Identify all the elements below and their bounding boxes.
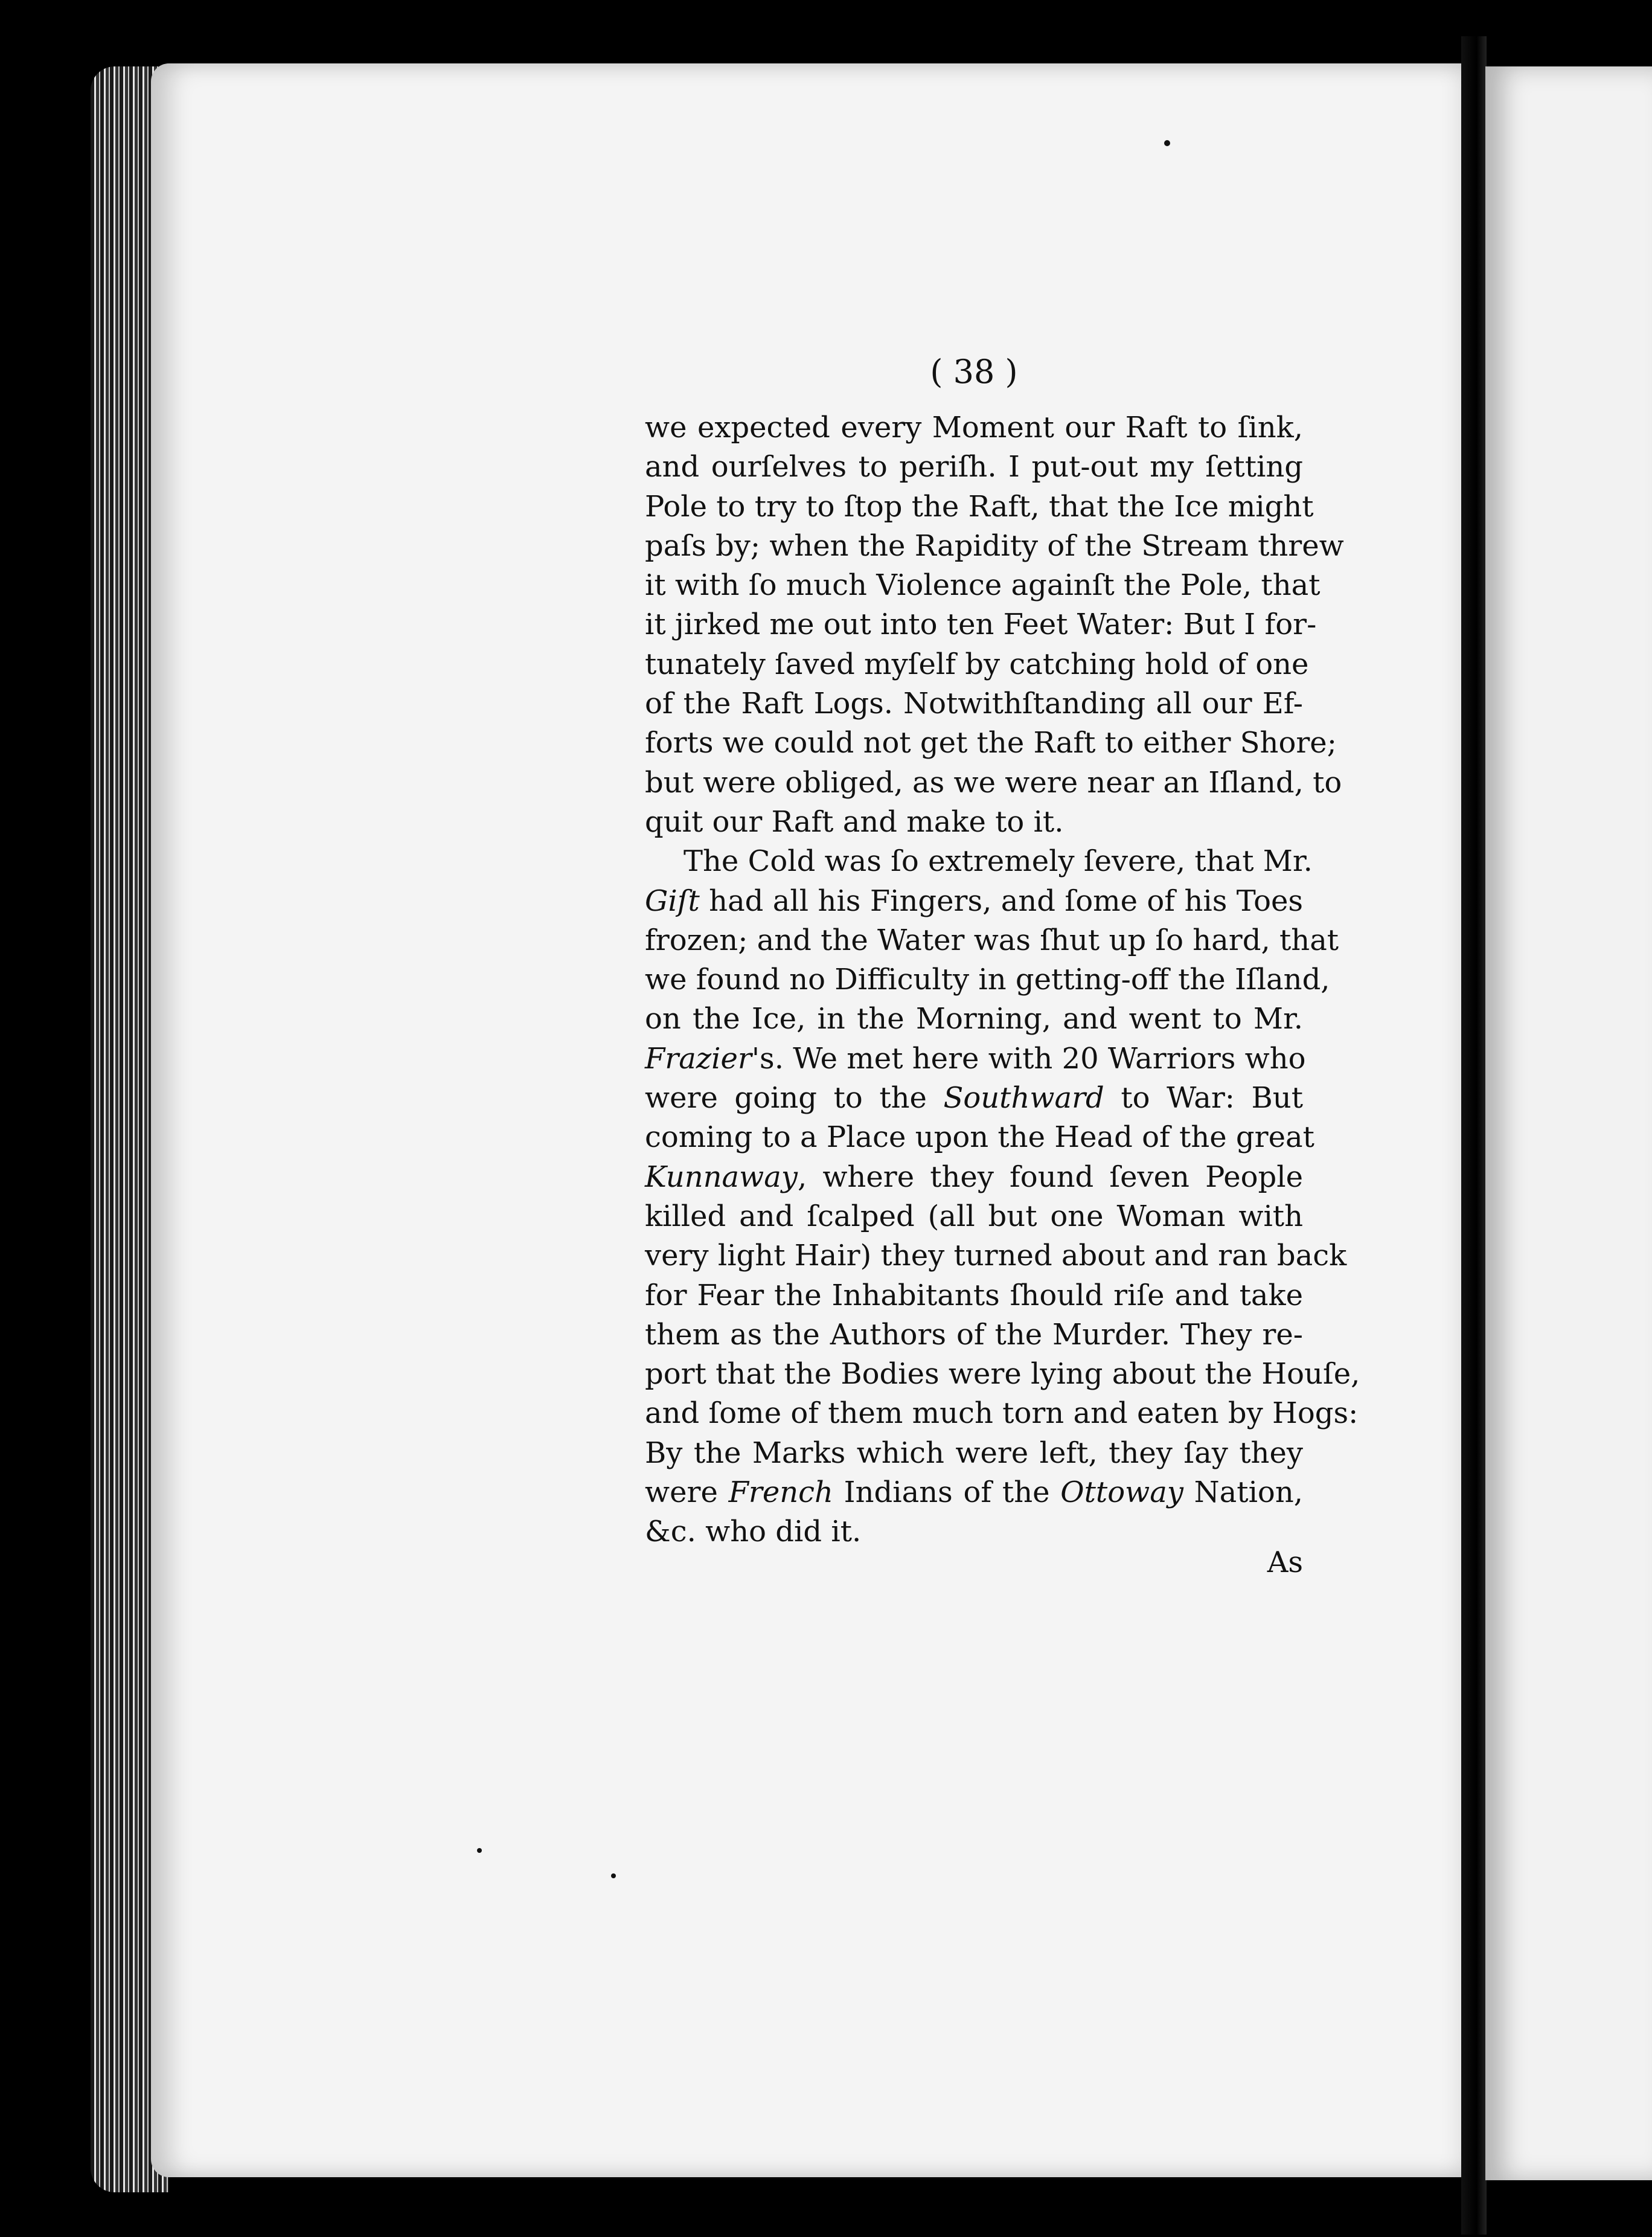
text-line — [645, 1434, 1303, 1473]
text-line — [645, 1394, 1359, 1433]
text-line — [645, 1000, 1303, 1039]
text-line — [645, 645, 1309, 684]
italic-text: Ottoway — [1060, 1475, 1183, 1510]
text-line — [645, 803, 1303, 842]
page-number: ( 38 ) — [930, 353, 1018, 391]
text-line — [645, 605, 1317, 644]
italic-text: Kunnaway — [645, 1160, 798, 1194]
italic-text: Giſt — [645, 884, 700, 918]
text-segment: were going to the — [645, 1081, 944, 1115]
text-segment: Indians of the — [833, 1475, 1061, 1510]
ink-speck — [611, 1873, 616, 1878]
text-segment: , where they found ſeven People — [797, 1160, 1303, 1194]
text-line — [645, 566, 1321, 605]
text-line — [645, 724, 1337, 763]
body-text — [645, 408, 1360, 1552]
text-line — [645, 1236, 1347, 1276]
book-gutter — [1461, 36, 1487, 2235]
text-line — [645, 684, 1303, 724]
text-segment: of the Raft Logs. Notwithſtanding all our Ef- — [645, 687, 1303, 721]
text-segment: By the Marks which were left, they ſay they — [645, 1436, 1303, 1470]
catchword: As — [1267, 1545, 1303, 1579]
text-line — [645, 842, 1313, 881]
text-segment: quit our Raft and make to it. — [645, 804, 1064, 839]
text-line — [645, 1276, 1303, 1315]
text-line — [645, 1473, 1303, 1512]
text-line — [645, 1158, 1303, 1197]
text-segment: but were obliged, as we were near an Iſland, to — [645, 765, 1342, 800]
italic-text: Southward — [943, 1081, 1104, 1115]
text-segment: it jirked me out into ten Feet Water: But I for- — [645, 608, 1317, 642]
text-segment: forts we could not get the Raft to either Shore; — [645, 726, 1337, 760]
text-segment: tunately ſaved myſelf by catching hold of one — [645, 647, 1309, 681]
text-segment: and ourſelves to periſh. I put-out my ſetting — [645, 450, 1303, 484]
text-line — [645, 1118, 1314, 1157]
text-line — [645, 960, 1330, 1000]
text-segment: Pole to try to ſtop the Raft, that the Ice might — [645, 489, 1314, 524]
text-segment: coming to a Place upon the Head of the great — [645, 1120, 1314, 1155]
text-segment: The Cold was ſo extremely ſevere, that Mr. — [684, 844, 1313, 879]
text-segment: &c. who did it. — [645, 1515, 862, 1549]
italic-text: Frazier — [645, 1041, 752, 1076]
text-segment: we expected every Moment our Raft to ſink, — [645, 411, 1303, 445]
text-segment: frozen; and the Water was ſhut up ſo hard, that — [645, 923, 1339, 957]
text-line — [645, 527, 1344, 566]
text-line — [645, 448, 1303, 487]
text-segment: had all his Fingers, and ſome of his Toes — [699, 884, 1303, 918]
text-line — [645, 763, 1342, 803]
text-line — [645, 1315, 1303, 1355]
text-line — [645, 1355, 1360, 1394]
facing-page-edge — [1485, 66, 1652, 2180]
text-segment: port that the Bodies were lying about the Houſe, — [645, 1357, 1360, 1391]
text-segment: on the Ice, in the Morning, and went to Mr. — [645, 1002, 1303, 1036]
text-line — [645, 1197, 1303, 1236]
text-segment: were — [645, 1475, 729, 1510]
text-line — [645, 921, 1339, 960]
text-segment: paſs by; when the Rapidity of the Stream threw — [645, 528, 1344, 563]
text-segment: for Fear the Inhabitants ſhould riſe and take — [645, 1278, 1303, 1312]
ink-speck — [477, 1848, 482, 1853]
ink-speck — [1164, 140, 1170, 146]
text-segment: very light Hair) they turned about and ran back — [645, 1239, 1347, 1273]
text-line — [645, 1079, 1303, 1118]
text-segment: we found no Difficulty in getting-off the Iſland, — [645, 963, 1330, 997]
text-segment: and ſome of them much torn and eaten by Hogs: — [645, 1396, 1359, 1431]
text-segment: to War: But — [1104, 1081, 1303, 1115]
text-line — [645, 408, 1303, 448]
text-line — [645, 487, 1314, 527]
text-segment: 's. We met here with 20 Warriors who — [751, 1041, 1306, 1076]
italic-text: French — [728, 1475, 833, 1510]
text-line — [645, 1039, 1306, 1079]
text-segment: Nation, — [1183, 1475, 1303, 1510]
text-line — [645, 882, 1303, 921]
text-segment: killed and ſcalped (all but one Woman with — [645, 1199, 1303, 1233]
text-segment: them as the Authors of the Murder. They re- — [645, 1317, 1303, 1352]
text-segment: it with ſo much Violence againſt the Pole, that — [645, 568, 1321, 603]
